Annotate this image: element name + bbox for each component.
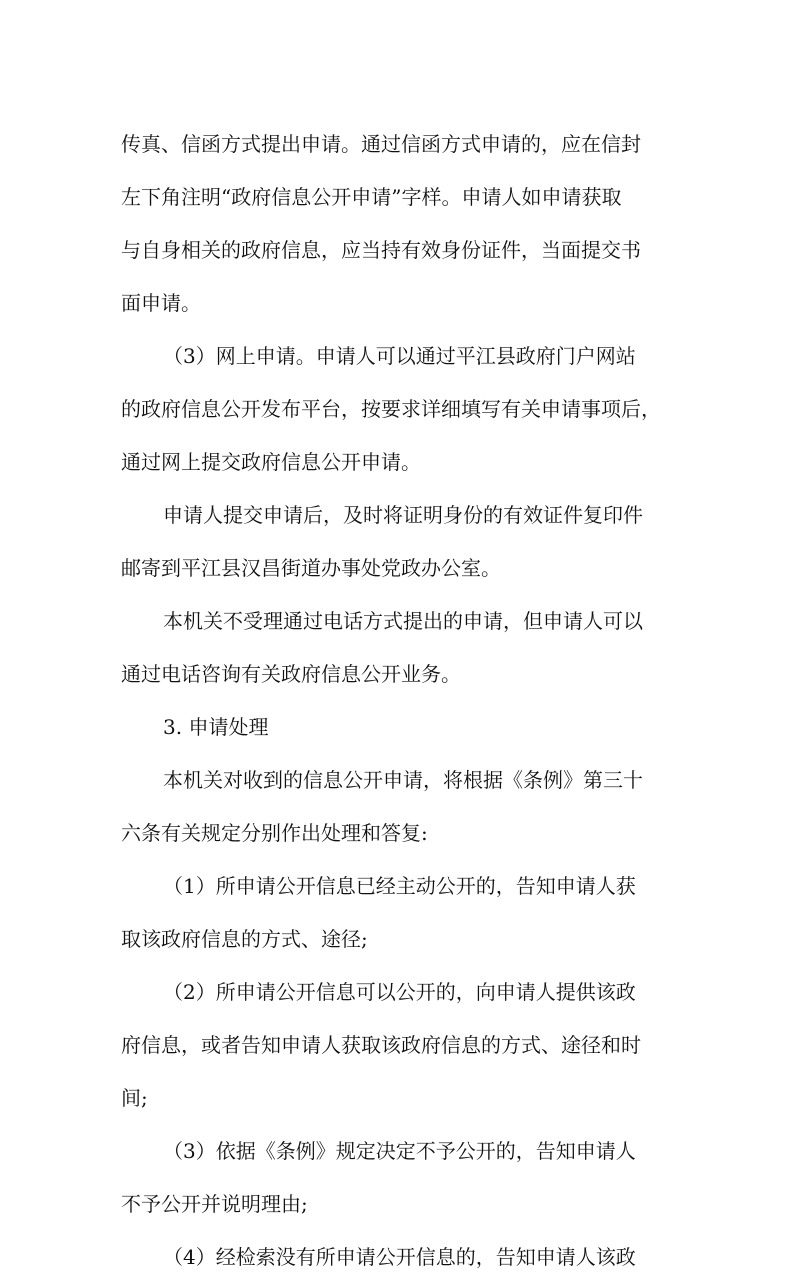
paragraph-line: （4）经检索没有所申请公开信息的，告知申请人该政 — [163, 1245, 636, 1269]
paragraph-line: 间; — [121, 1086, 148, 1110]
paragraph-line: 传真、信函方式提出申请。通过信函方式申请的，应在信封 — [121, 132, 641, 156]
paragraph-line: 的政府信息公开发布平台，按要求详细填写有关申请事项后， — [121, 397, 661, 421]
paragraph-line: 不予公开并说明理由; — [121, 1192, 308, 1216]
paragraph-line: 面申请。 — [121, 291, 201, 315]
paragraph-line: 通过电话咨询有关政府信息公开业务。 — [121, 662, 461, 686]
paragraph-line: 本机关不受理通过电话方式提出的申请，但申请人可以 — [163, 609, 643, 633]
paragraph-line: 申请人提交申请后，及时将证明身份的有效证件复印件 — [163, 503, 643, 527]
paragraph-line: 与自身相关的政府信息，应当持有效身份证件，当面提交书 — [121, 238, 641, 262]
paragraph-line: （2）所申请公开信息可以公开的，向申请人提供该政 — [163, 980, 636, 1004]
paragraph-line: （3）依据《条例》规定决定不予公开的，告知申请人 — [163, 1139, 636, 1163]
paragraph-line: （1）所申请公开信息已经主动公开的，告知申请人获 — [163, 874, 636, 898]
paragraph-line: 六条有关规定分别作出处理和答复: — [121, 821, 428, 845]
section-heading: 3. 申请处理 — [163, 715, 269, 739]
paragraph-line: 邮寄到平江县汉昌街道办事处党政办公室。 — [121, 556, 501, 580]
paragraph-line: 通过网上提交政府信息公开申请。 — [121, 450, 421, 474]
paragraph-line: 本机关对收到的信息公开申请，将根据《条例》第三十 — [163, 768, 643, 792]
paragraph-line: （3）网上申请。申请人可以通过平江县政府门户网站 — [163, 344, 636, 368]
paragraph-line: 左下角注明“政府信息公开申请”字样。申请人如申请获取 — [121, 185, 622, 209]
document-body — [121, 118, 681, 1284]
paragraph-line: 取该政府信息的方式、途径; — [121, 927, 368, 951]
paragraph-line: 府信息，或者告知申请人获取该政府信息的方式、途径和时 — [121, 1033, 641, 1057]
